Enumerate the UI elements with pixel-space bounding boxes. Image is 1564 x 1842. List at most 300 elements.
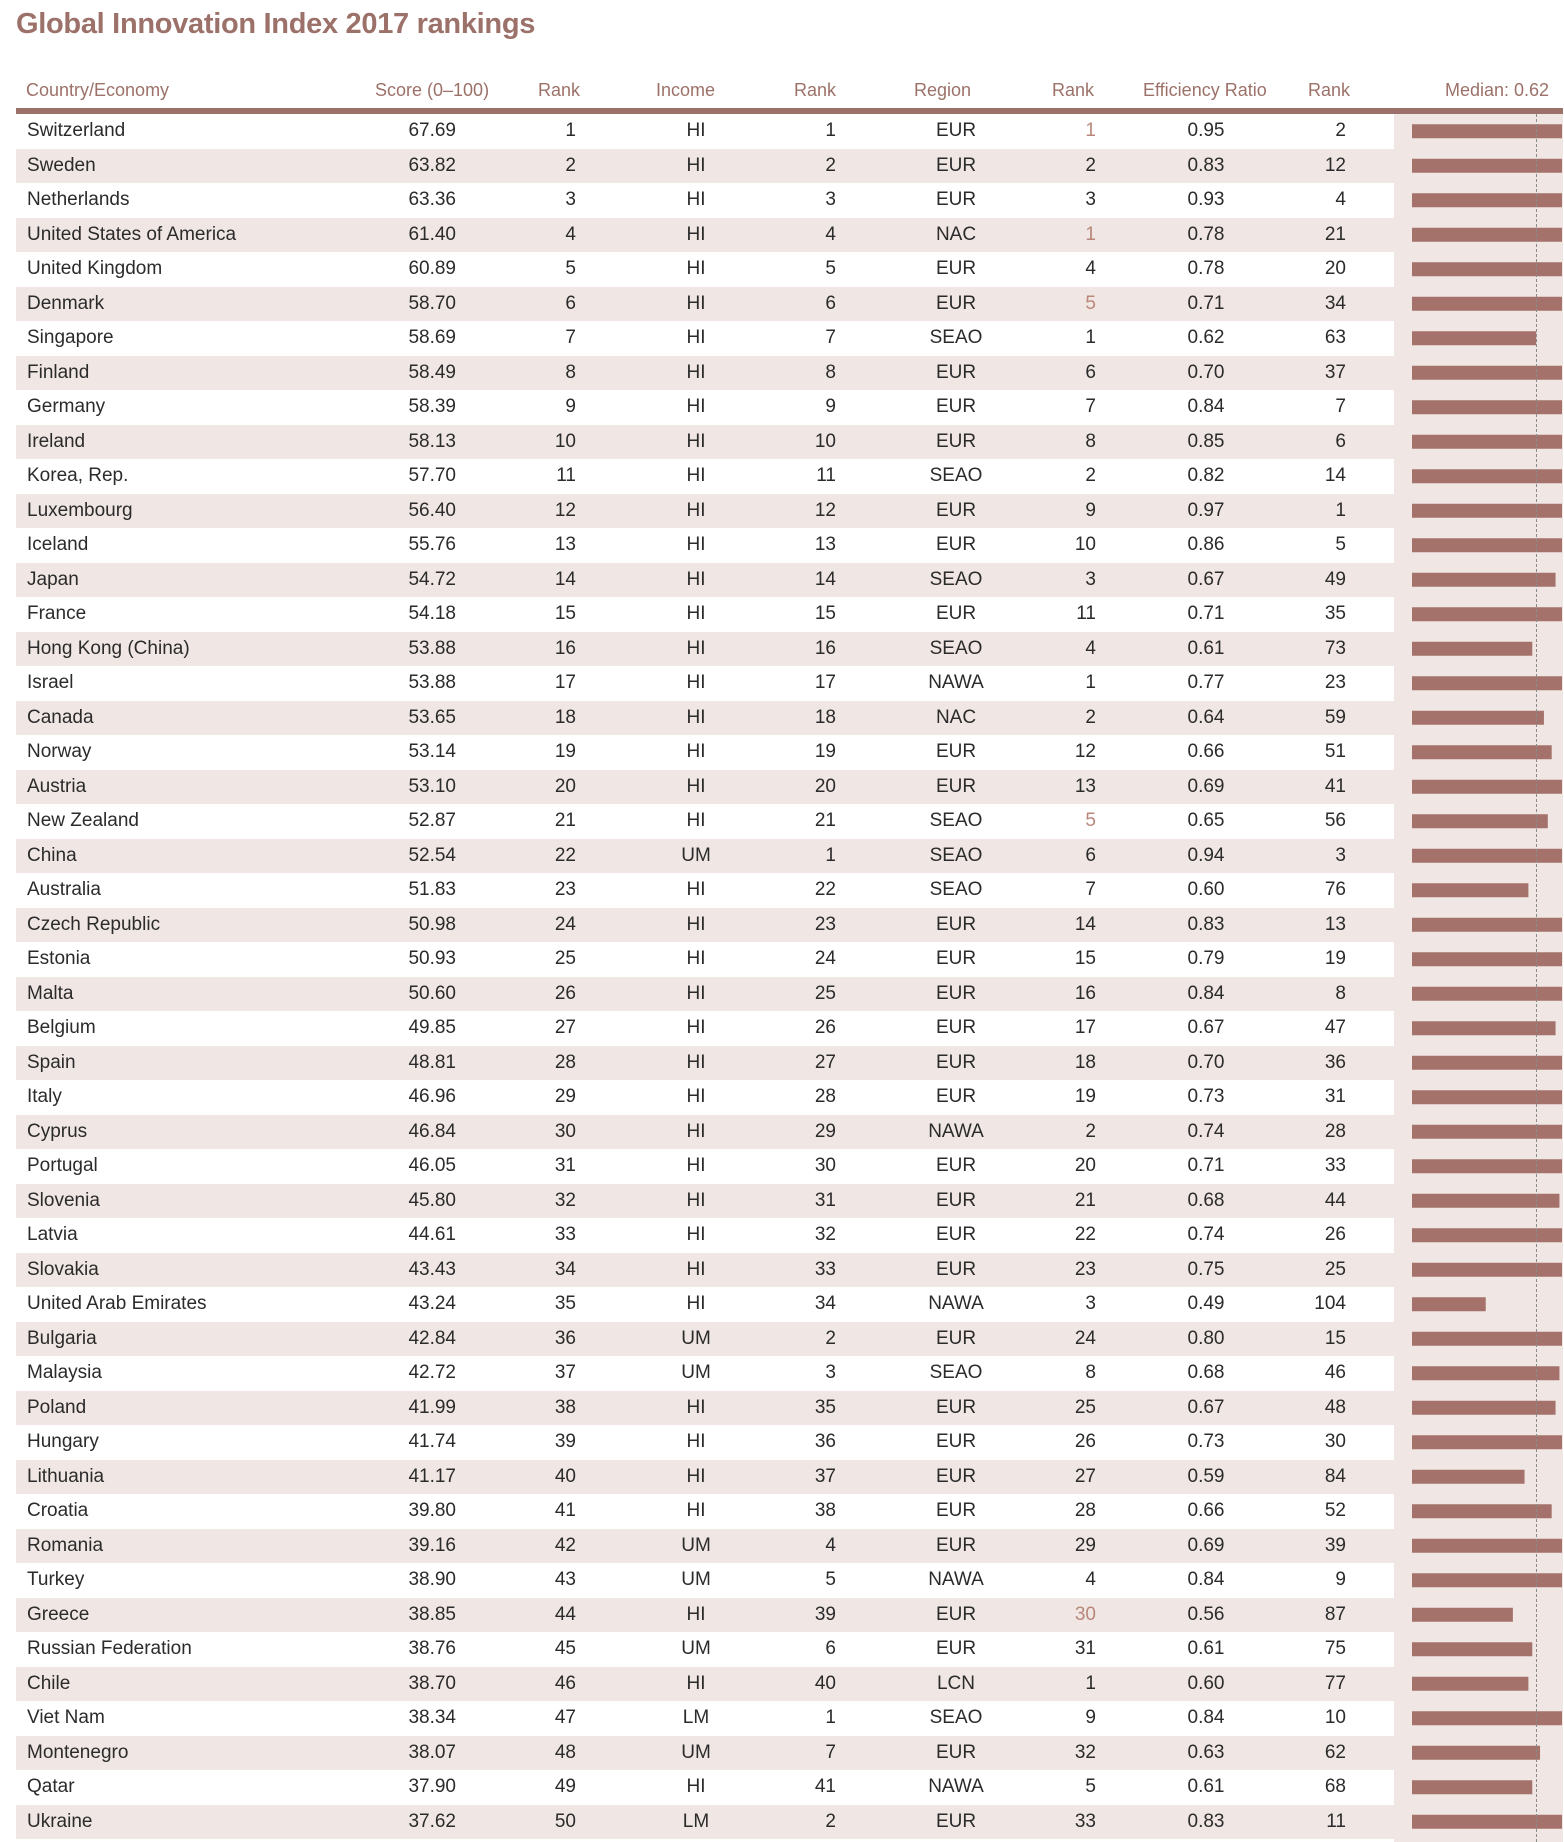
cell-income-rank: 29 xyxy=(814,1120,836,1142)
cell-region: EUR xyxy=(935,1155,977,1176)
cell-income: UM xyxy=(681,1362,711,1383)
cell-rank: 48 xyxy=(554,1741,576,1763)
cell-region-rank: 22 xyxy=(1074,1224,1096,1245)
table-row xyxy=(16,321,1394,356)
cell-region: NAC xyxy=(935,706,977,728)
cell-eff: 0.83 xyxy=(1187,913,1225,935)
cell-score: 53.65 xyxy=(408,706,456,728)
cell-country: Portugal xyxy=(27,1155,98,1176)
cell-rank: 33 xyxy=(554,1224,576,1245)
cell-eff: 0.66 xyxy=(1187,741,1225,762)
cell-country: Iceland xyxy=(27,534,89,555)
cell-eff-rank: 15 xyxy=(1324,1327,1346,1349)
cell-income-rank: 40 xyxy=(814,1672,836,1694)
cell-eff: 0.61 xyxy=(1187,1638,1225,1659)
cell-income: HI xyxy=(686,879,706,900)
cell-eff-rank: 20 xyxy=(1324,258,1346,279)
cell-income: HI xyxy=(686,327,706,348)
cell-income-rank: 8 xyxy=(825,361,836,383)
cell-rank: 43 xyxy=(554,1569,576,1590)
cell-region: SEAO xyxy=(929,327,983,348)
cell-income-rank: 6 xyxy=(825,292,836,314)
cell-rank: 30 xyxy=(554,1120,576,1142)
cell-eff: 0.65 xyxy=(1187,810,1225,831)
cell-country: Malta xyxy=(27,982,74,1004)
cell-score: 37.90 xyxy=(408,1776,456,1797)
cell-score: 55.76 xyxy=(408,534,456,555)
cell-eff-rank: 13 xyxy=(1324,913,1346,935)
cell-income-rank: 15 xyxy=(814,603,836,624)
cell-score: 46.96 xyxy=(408,1086,456,1107)
cell-income-rank: 7 xyxy=(825,327,836,348)
cell-score: 58.70 xyxy=(408,292,456,314)
table-row xyxy=(16,425,1394,460)
cell-country: Estonia xyxy=(27,948,91,969)
cell-eff: 0.68 xyxy=(1187,1362,1225,1383)
cell-country: Ukraine xyxy=(27,1810,93,1832)
cell-score: 41.74 xyxy=(408,1431,456,1452)
cell-rank: 23 xyxy=(554,879,576,900)
cell-region: EUR xyxy=(935,430,977,452)
header-region-rank: Rank xyxy=(1052,80,1095,100)
cell-country: Malaysia xyxy=(27,1362,102,1383)
cell-eff: 0.82 xyxy=(1187,465,1225,486)
cell-region: EUR xyxy=(935,1189,977,1211)
cell-country: Croatia xyxy=(27,1500,89,1521)
cell-rank: 41 xyxy=(554,1500,576,1521)
cell-eff: 0.77 xyxy=(1187,672,1225,693)
cell-region: SEAO xyxy=(929,465,983,486)
cell-region: EUR xyxy=(935,499,977,521)
cell-income-rank: 13 xyxy=(814,534,836,555)
cell-income-rank: 11 xyxy=(816,465,836,486)
bar-column-background xyxy=(1394,114,1563,1842)
cell-score: 38.85 xyxy=(408,1603,456,1625)
cell-income: HI xyxy=(686,1258,706,1280)
cell-rank: 13 xyxy=(554,534,576,555)
cell-income: HI xyxy=(686,741,706,762)
cell-region: EUR xyxy=(935,361,977,383)
cell-region-rank: 19 xyxy=(1074,1086,1096,1107)
cell-country: France xyxy=(27,603,87,624)
cell-rank: 5 xyxy=(565,258,576,279)
cell-rank: 40 xyxy=(554,1465,576,1487)
table-row xyxy=(16,1425,1394,1460)
cell-income-rank: 5 xyxy=(825,258,836,279)
cell-income-rank: 34 xyxy=(814,1293,836,1314)
cell-eff-rank: 41 xyxy=(1324,775,1346,797)
cell-rank: 21 xyxy=(554,810,576,831)
cell-income-rank: 33 xyxy=(814,1258,836,1280)
cell-region-rank: 6 xyxy=(1085,844,1096,866)
cell-region-rank: 2 xyxy=(1085,154,1096,176)
cell-eff: 0.64 xyxy=(1187,706,1225,728)
cell-income-rank: 16 xyxy=(814,637,836,659)
table-row xyxy=(16,390,1394,425)
cell-region: EUR xyxy=(935,913,977,935)
cell-score: 39.80 xyxy=(408,1500,456,1521)
cell-region-rank: 27 xyxy=(1074,1465,1096,1487)
cell-eff: 0.70 xyxy=(1187,1051,1225,1073)
cell-eff-rank: 73 xyxy=(1324,637,1346,659)
table-row xyxy=(16,563,1394,598)
cell-country: Switzerland xyxy=(27,120,126,141)
table-row xyxy=(16,666,1394,701)
cell-score: 50.60 xyxy=(408,982,456,1004)
cell-score: 60.89 xyxy=(408,258,456,279)
cell-region: EUR xyxy=(935,741,977,762)
cell-income: HI xyxy=(686,568,706,590)
cell-eff: 0.56 xyxy=(1187,1603,1225,1625)
cell-income-rank: 32 xyxy=(814,1224,836,1245)
cell-country: Spain xyxy=(27,1051,76,1073)
table-row xyxy=(16,1494,1394,1529)
cell-region-rank: 12 xyxy=(1074,741,1096,762)
cell-income: HI xyxy=(686,189,706,210)
cell-country: Korea, Rep. xyxy=(27,465,129,486)
cell-rank: 39 xyxy=(554,1431,576,1452)
cell-eff-rank: 36 xyxy=(1324,1051,1346,1073)
cell-region: EUR xyxy=(935,292,977,314)
cell-score: 41.17 xyxy=(408,1465,456,1487)
cell-score: 39.16 xyxy=(408,1534,456,1556)
cell-score: 54.72 xyxy=(408,568,456,590)
cell-income: HI xyxy=(686,1155,706,1176)
cell-eff: 0.83 xyxy=(1187,1810,1225,1832)
cell-income: HI xyxy=(686,465,706,486)
table-row xyxy=(16,218,1394,253)
table-row xyxy=(16,1460,1394,1495)
cell-region: EUR xyxy=(935,1017,977,1038)
cell-region: EUR xyxy=(935,396,977,417)
cell-score: 38.76 xyxy=(408,1638,456,1659)
table-row xyxy=(16,1287,1394,1322)
cell-region: EUR xyxy=(935,775,977,797)
cell-rank: 25 xyxy=(554,948,576,969)
cell-eff-rank: 30 xyxy=(1324,1431,1346,1452)
cell-country: Belgium xyxy=(27,1017,96,1038)
cell-income-rank: 20 xyxy=(814,775,836,797)
cell-country: United Kingdom xyxy=(27,258,163,279)
cell-country: Czech Republic xyxy=(27,913,161,935)
cell-region-rank: 14 xyxy=(1074,913,1096,935)
cell-income: HI xyxy=(686,154,706,176)
cell-income: LM xyxy=(682,1707,710,1728)
header-rank: Rank xyxy=(538,80,581,100)
cell-eff-rank: 6 xyxy=(1335,430,1346,452)
cell-income-rank: 2 xyxy=(825,1327,836,1349)
cell-income-rank: 2 xyxy=(825,154,836,176)
cell-eff-rank: 35 xyxy=(1324,603,1346,624)
cell-score: 43.43 xyxy=(408,1258,456,1280)
cell-income-rank: 1 xyxy=(825,844,836,866)
cell-score: 58.39 xyxy=(408,396,456,417)
cell-income: HI xyxy=(686,1431,706,1452)
cell-income-rank: 37 xyxy=(814,1465,836,1487)
table-row xyxy=(16,977,1394,1012)
cell-region: EUR xyxy=(935,1396,977,1418)
cell-country: Italy xyxy=(27,1086,62,1107)
cell-eff-rank: 33 xyxy=(1324,1155,1346,1176)
cell-eff: 0.71 xyxy=(1187,1155,1225,1176)
cell-eff-rank: 62 xyxy=(1324,1741,1346,1763)
cell-eff: 0.62 xyxy=(1187,327,1225,348)
table-row xyxy=(16,252,1394,287)
cell-income-rank: 2 xyxy=(825,1810,836,1832)
cell-rank: 6 xyxy=(565,292,576,314)
cell-income-rank: 19 xyxy=(814,741,836,762)
cell-rank: 18 xyxy=(554,706,576,728)
table-row xyxy=(16,356,1394,391)
cell-country: Austria xyxy=(27,775,87,797)
table-row xyxy=(16,1667,1394,1702)
cell-region-rank: 1 xyxy=(1085,1672,1096,1694)
cell-eff: 0.83 xyxy=(1187,154,1225,176)
cell-region: EUR xyxy=(935,534,977,555)
cell-eff-rank: 31 xyxy=(1324,1086,1346,1107)
cell-eff: 0.61 xyxy=(1187,637,1225,659)
cell-score: 42.84 xyxy=(408,1327,456,1349)
cell-income: LM xyxy=(682,1810,710,1832)
cell-income: UM xyxy=(681,1534,711,1556)
cell-eff-rank: 34 xyxy=(1324,292,1346,314)
header-income: Income xyxy=(656,80,716,100)
cell-eff: 0.78 xyxy=(1187,258,1225,279)
cell-income: HI xyxy=(686,982,706,1004)
cell-score: 38.07 xyxy=(408,1741,456,1763)
cell-score: 49.85 xyxy=(408,1017,456,1038)
cell-income: HI xyxy=(686,120,706,141)
cell-eff: 0.84 xyxy=(1187,1569,1225,1590)
cell-region: SEAO xyxy=(929,879,983,900)
cell-income-rank: 21 xyxy=(814,810,836,831)
cell-eff: 0.79 xyxy=(1187,948,1225,969)
cell-region: EUR xyxy=(935,1741,977,1763)
cell-rank: 8 xyxy=(565,361,576,383)
cell-country: Finland xyxy=(27,361,90,383)
cell-income: HI xyxy=(686,1017,706,1038)
table-row xyxy=(16,1563,1394,1598)
cell-eff: 0.49 xyxy=(1187,1293,1225,1314)
cell-region-rank: 4 xyxy=(1085,637,1096,659)
cell-region-rank: 23 xyxy=(1074,1258,1096,1280)
cell-region: EUR xyxy=(935,948,977,969)
cell-income-rank: 4 xyxy=(825,223,836,245)
table-row xyxy=(16,494,1394,529)
cell-eff-rank: 26 xyxy=(1324,1224,1346,1245)
cell-eff-rank: 87 xyxy=(1324,1603,1346,1625)
cell-income: HI xyxy=(686,430,706,452)
cell-rank: 27 xyxy=(554,1017,576,1038)
cell-country: Lithuania xyxy=(27,1465,105,1487)
cell-income: HI xyxy=(686,1120,706,1142)
cell-eff: 0.70 xyxy=(1187,361,1225,383)
cell-eff: 0.68 xyxy=(1187,1189,1225,1211)
cell-income: UM xyxy=(681,1741,711,1763)
cell-eff: 0.75 xyxy=(1187,1258,1225,1280)
cell-country: Bulgaria xyxy=(27,1327,97,1349)
table-row xyxy=(16,908,1394,943)
cell-score: 38.90 xyxy=(408,1569,456,1590)
cell-eff: 0.86 xyxy=(1187,534,1225,555)
cell-region-rank: 3 xyxy=(1085,1293,1096,1314)
cell-eff-rank: 11 xyxy=(1326,1810,1346,1832)
table-row xyxy=(16,942,1394,977)
cell-eff: 0.94 xyxy=(1187,844,1225,866)
cell-income-rank: 24 xyxy=(814,948,836,969)
cell-region: EUR xyxy=(935,154,977,176)
cell-eff: 0.80 xyxy=(1187,1327,1225,1349)
cell-rank: 49 xyxy=(554,1776,576,1797)
cell-region-rank: 2 xyxy=(1085,1120,1096,1142)
cell-score: 46.05 xyxy=(408,1155,456,1176)
table-row xyxy=(16,770,1394,805)
cell-country: Slovenia xyxy=(27,1189,100,1211)
cell-income-rank: 4 xyxy=(825,1534,836,1556)
cell-region: NAC xyxy=(935,223,977,245)
cell-region-rank: 5 xyxy=(1085,1776,1096,1797)
cell-score: 38.34 xyxy=(408,1707,456,1728)
cell-country: Hungary xyxy=(27,1431,99,1452)
cell-eff-rank: 7 xyxy=(1335,396,1346,417)
header-region: Region xyxy=(914,80,972,100)
cell-region-rank: 8 xyxy=(1085,1362,1096,1383)
cell-score: 51.83 xyxy=(408,879,456,900)
cell-region-rank: 7 xyxy=(1085,879,1096,900)
cell-income: HI xyxy=(686,499,706,521)
cell-eff-rank: 25 xyxy=(1324,1258,1346,1280)
cell-region: EUR xyxy=(935,120,977,141)
cell-income: HI xyxy=(686,913,706,935)
cell-region-rank: 13 xyxy=(1074,775,1096,797)
cell-eff-rank: 1 xyxy=(1335,499,1346,521)
cell-rank: 19 xyxy=(554,741,576,762)
cell-country: Greece xyxy=(27,1603,90,1625)
cell-score: 58.13 xyxy=(408,430,456,452)
cell-income: HI xyxy=(686,1672,706,1694)
cell-eff-rank: 75 xyxy=(1324,1638,1346,1659)
cell-score: 57.70 xyxy=(408,465,456,486)
cell-income-rank: 25 xyxy=(814,982,836,1004)
cell-eff-rank: 8 xyxy=(1335,982,1346,1004)
cell-region: NAWA xyxy=(928,1120,984,1142)
cell-region: NAWA xyxy=(928,1776,984,1797)
cell-income: HI xyxy=(686,1293,706,1314)
cell-rank: 14 xyxy=(554,568,576,590)
cell-region-rank: 7 xyxy=(1085,396,1096,417)
cell-income: HI xyxy=(686,292,706,314)
cell-country: Canada xyxy=(27,706,94,728)
cell-income: HI xyxy=(686,603,706,624)
cell-region-rank: 28 xyxy=(1074,1500,1096,1521)
cell-region-rank: 30 xyxy=(1074,1603,1096,1625)
cell-rank: 15 xyxy=(554,603,576,624)
cell-region-rank: 18 xyxy=(1074,1051,1096,1073)
table-row xyxy=(16,1632,1394,1667)
rankings-table xyxy=(16,114,1394,1839)
cell-rank: 29 xyxy=(554,1086,576,1107)
cell-income: HI xyxy=(686,1465,706,1487)
cell-eff: 0.74 xyxy=(1187,1120,1225,1142)
cell-eff-rank: 77 xyxy=(1324,1672,1346,1694)
cell-country: Germany xyxy=(27,396,106,417)
cell-eff-rank: 51 xyxy=(1324,741,1346,762)
cell-region-rank: 4 xyxy=(1085,258,1096,279)
cell-income: UM xyxy=(681,844,711,866)
cell-eff-rank: 5 xyxy=(1335,534,1346,555)
cell-income-rank: 39 xyxy=(814,1603,836,1625)
cell-region-rank: 21 xyxy=(1074,1189,1096,1211)
cell-eff: 0.95 xyxy=(1187,120,1225,141)
header-income-rank: Rank xyxy=(794,80,837,100)
cell-score: 45.80 xyxy=(408,1189,456,1211)
cell-region: EUR xyxy=(935,1810,977,1832)
cell-rank: 22 xyxy=(554,844,576,866)
cell-income: HI xyxy=(686,1051,706,1073)
cell-region-rank: 1 xyxy=(1085,327,1096,348)
cell-rank: 50 xyxy=(554,1810,576,1832)
cell-region: EUR xyxy=(935,982,977,1004)
cell-rank: 38 xyxy=(554,1396,576,1418)
cell-score: 52.54 xyxy=(408,844,456,866)
cell-eff: 0.69 xyxy=(1187,775,1225,797)
cell-rank: 47 xyxy=(554,1707,576,1728)
cell-country: Viet Nam xyxy=(27,1707,105,1728)
cell-region-rank: 29 xyxy=(1074,1534,1096,1556)
page-title: Global Innovation Index 2017 rankings xyxy=(16,8,536,40)
cell-region-rank: 15 xyxy=(1074,948,1096,969)
cell-income-rank: 9 xyxy=(825,396,836,417)
cell-score: 53.88 xyxy=(408,637,456,659)
cell-eff: 0.84 xyxy=(1187,396,1225,417)
cell-rank: 35 xyxy=(554,1293,576,1314)
cell-country: Chile xyxy=(27,1672,71,1694)
table-row xyxy=(16,528,1394,563)
cell-rank: 46 xyxy=(554,1672,576,1694)
table-row xyxy=(16,1080,1394,1115)
cell-income-rank: 30 xyxy=(814,1155,836,1176)
cell-region: SEAO xyxy=(929,1362,983,1383)
table-row xyxy=(16,1218,1394,1253)
cell-region: EUR xyxy=(935,1051,977,1073)
cell-income: HI xyxy=(686,534,706,555)
table-row xyxy=(16,632,1394,667)
cell-country: Poland xyxy=(27,1396,87,1418)
cell-rank: 10 xyxy=(554,430,576,452)
cell-income-rank: 17 xyxy=(814,672,836,693)
cell-eff-rank: 48 xyxy=(1324,1396,1346,1418)
cell-region: EUR xyxy=(935,1603,977,1625)
cell-region: EUR xyxy=(935,1465,977,1487)
cell-score: 41.99 xyxy=(408,1396,456,1418)
cell-eff: 0.84 xyxy=(1187,1707,1225,1728)
cell-country: Turkey xyxy=(27,1569,85,1590)
table-row xyxy=(16,1805,1394,1840)
cell-income-rank: 28 xyxy=(814,1086,836,1107)
cell-region-rank: 6 xyxy=(1085,361,1096,383)
cell-eff-rank: 59 xyxy=(1324,706,1346,728)
cell-eff: 0.71 xyxy=(1187,603,1225,624)
header-median: Median: 0.62 xyxy=(1445,80,1550,100)
cell-eff: 0.61 xyxy=(1187,1776,1225,1797)
cell-region-rank: 4 xyxy=(1085,1569,1096,1590)
cell-eff-rank: 68 xyxy=(1324,1776,1346,1797)
cell-score: 58.49 xyxy=(408,361,456,383)
cell-income-rank: 22 xyxy=(814,879,836,900)
cell-region-rank: 8 xyxy=(1085,430,1096,452)
cell-region: SEAO xyxy=(929,568,983,590)
cell-region-rank: 31 xyxy=(1074,1638,1096,1659)
